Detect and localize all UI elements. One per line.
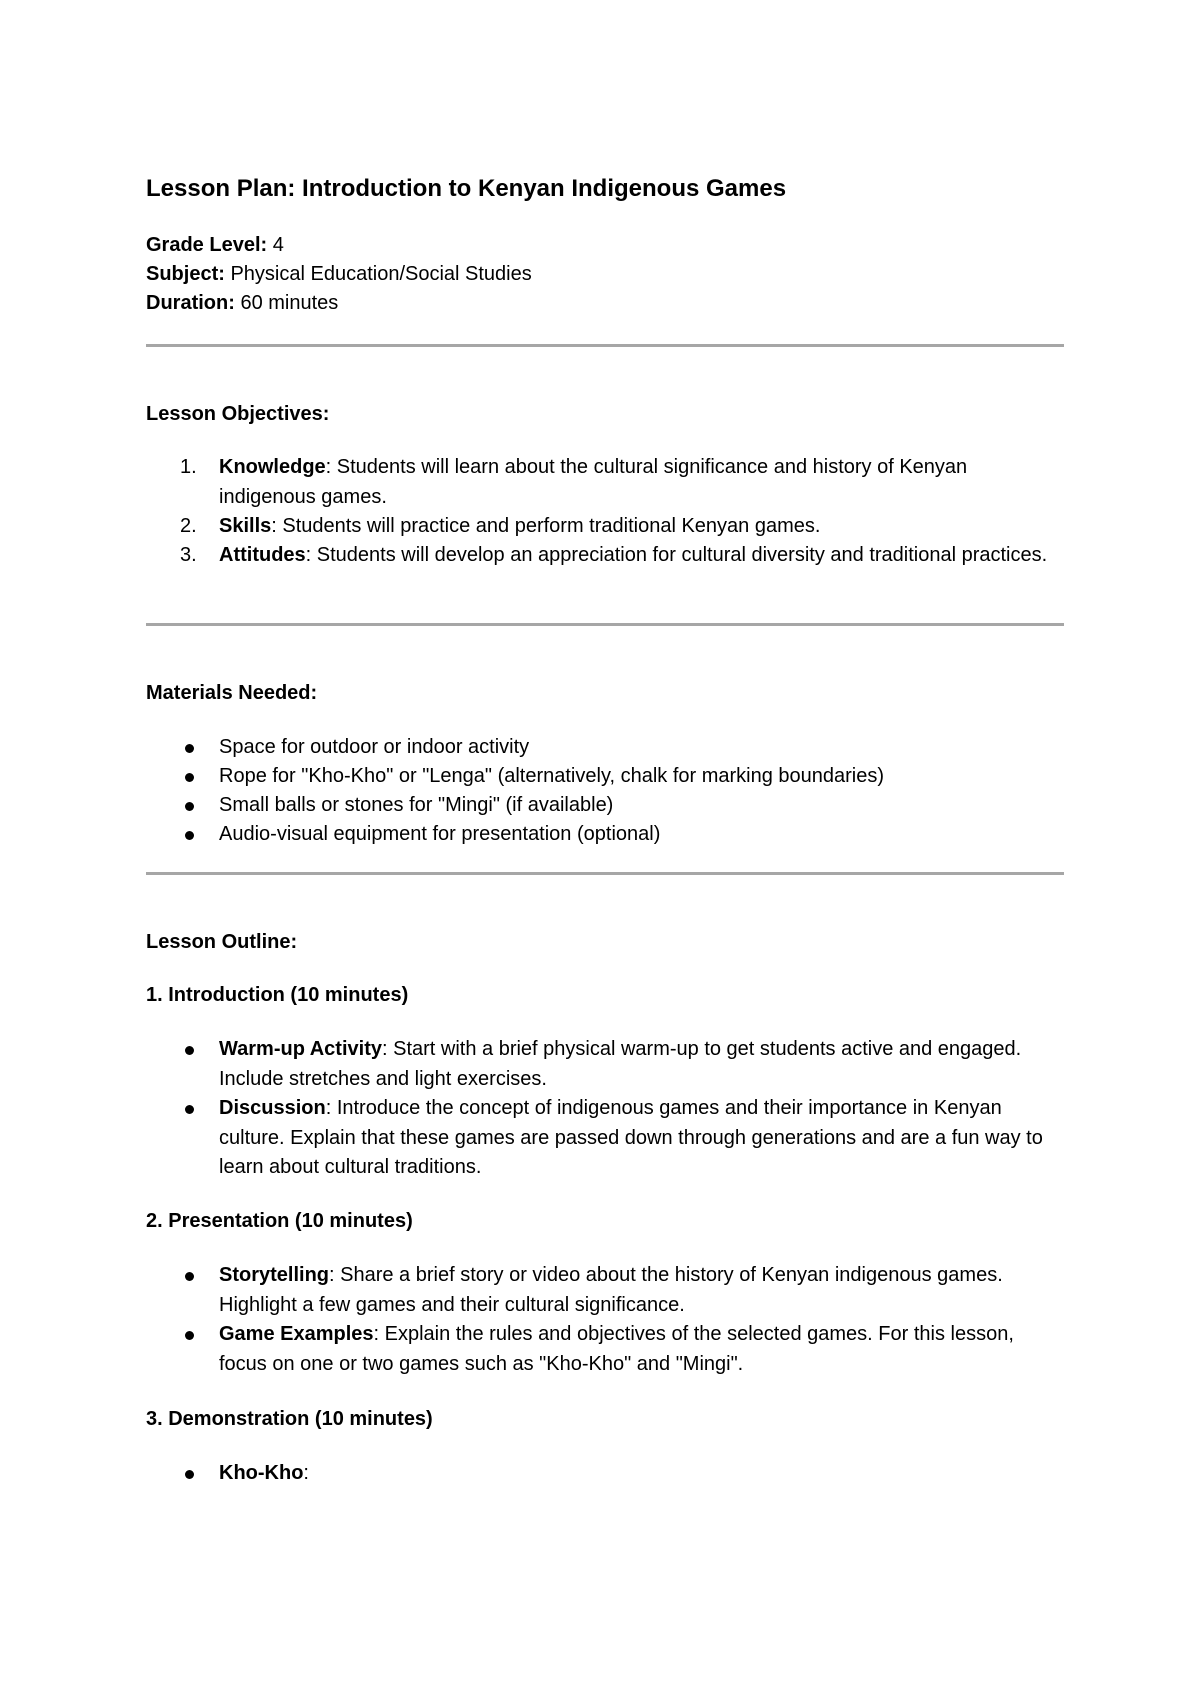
list-item-text: [219, 1094, 1064, 1183]
bullet-icon: [185, 1470, 194, 1479]
list-item-text: [219, 1035, 1064, 1094]
list-item-text: Space for outdoor or indoor activity: [219, 736, 530, 758]
meta-label: Grade Level:: [146, 234, 268, 256]
item-text: : Students will learn about the cultural significance and history of Kenyan indigenous games.: [219, 456, 968, 508]
objective-item: [146, 453, 1064, 512]
list-item-text: [219, 512, 1064, 542]
document-title: Lesson Plan: Introduction to Kenyan Indigenous Games: [146, 175, 787, 202]
horizontal-rule: [146, 623, 1064, 626]
item-label: Skills: [219, 515, 272, 537]
list-item-text: [219, 541, 1064, 571]
list-item-text: Small balls or stones for "Mingi" (if available): [219, 794, 614, 816]
outline-item: [146, 1459, 1064, 1489]
outline-section-heading: 2. Presentation (10 minutes): [146, 1210, 413, 1232]
meta-label: Duration:: [146, 292, 235, 314]
item-text: : Students will practice and perform traditional Kenyan games.: [271, 515, 821, 537]
bullet-icon: [185, 1331, 194, 1340]
item-label: Kho-Kho: [219, 1462, 304, 1484]
meta-subject: [146, 260, 532, 289]
meta-value: Physical Education/Social Studies: [224, 263, 532, 285]
list-item-text: [219, 1320, 1064, 1379]
item-text: : Share a brief story or video about the history of Kenyan indigenous games. Highlight a few games and their cultural significance.: [219, 1264, 1003, 1316]
outline-section-heading: 3. Demonstration (10 minutes): [146, 1408, 433, 1430]
objectives-heading: Lesson Objectives:: [146, 403, 330, 425]
outline-section-heading: 1. Introduction (10 minutes): [146, 984, 409, 1006]
list-item-text: Rope for "Kho-Kho" or "Lenga" (alternatively, chalk for marking boundaries): [219, 765, 885, 787]
horizontal-rule: [146, 344, 1064, 347]
bullet-icon: [185, 802, 194, 811]
bullet-icon: [185, 1105, 194, 1114]
meta-value: 60 minutes: [234, 292, 339, 314]
bullet-icon: [185, 1046, 194, 1055]
item-label: Game Examples: [219, 1323, 374, 1345]
list-item-text: Audio-visual equipment for presentation (optional): [219, 823, 661, 845]
list-item-text: [219, 1459, 1064, 1489]
horizontal-rule: [146, 872, 1064, 875]
material-item: [146, 791, 1064, 821]
outline-item: [146, 1035, 1064, 1094]
list-item-text: [219, 453, 1064, 512]
list-number: 1.: [180, 456, 197, 478]
outline-item: [146, 1261, 1064, 1320]
material-item: [146, 733, 1064, 763]
bullet-icon: [185, 773, 194, 782]
outline-heading: Lesson Outline:: [146, 931, 298, 953]
item-text: : Explain the rules and objectives of the selected games. For this lesson, focus on one or two games such as "Kho-Kho" and "Mingi".: [219, 1323, 1014, 1375]
objective-item: [146, 541, 1064, 571]
outline-item: [146, 1094, 1064, 1183]
objective-item: [146, 512, 1064, 542]
item-text: :: [303, 1462, 309, 1484]
material-item: [146, 820, 1064, 850]
item-text: : Students will develop an appreciation for cultural diversity and traditional practices.: [305, 544, 1048, 566]
meta-value: 4: [267, 234, 284, 256]
item-label: Discussion: [219, 1097, 326, 1119]
meta-label: Subject:: [146, 263, 225, 285]
meta-duration: [146, 289, 338, 318]
item-label: Warm-up Activity: [219, 1038, 382, 1060]
item-label: Attitudes: [219, 544, 306, 566]
item-text: : Start with a brief physical warm-up to get students active and engaged. Include stretches and light exercises.: [219, 1038, 1022, 1090]
materials-heading: Materials Needed:: [146, 682, 318, 704]
item-label: Knowledge: [219, 456, 326, 478]
item-label: Storytelling: [219, 1264, 330, 1286]
list-number: 3.: [180, 544, 197, 566]
list-number: 2.: [180, 515, 197, 537]
bullet-icon: [185, 744, 194, 753]
meta-grade-level: [146, 231, 284, 260]
list-item-text: [219, 1261, 1064, 1320]
material-item: [146, 762, 1064, 792]
bullet-icon: [185, 1272, 194, 1281]
item-text: : Introduce the concept of indigenous games and their importance in Kenyan culture. Explain that these games are passed down through generations and are a fun way to learn about cultural traditions.: [219, 1097, 1043, 1178]
bullet-icon: [185, 831, 194, 840]
outline-item: [146, 1320, 1064, 1379]
